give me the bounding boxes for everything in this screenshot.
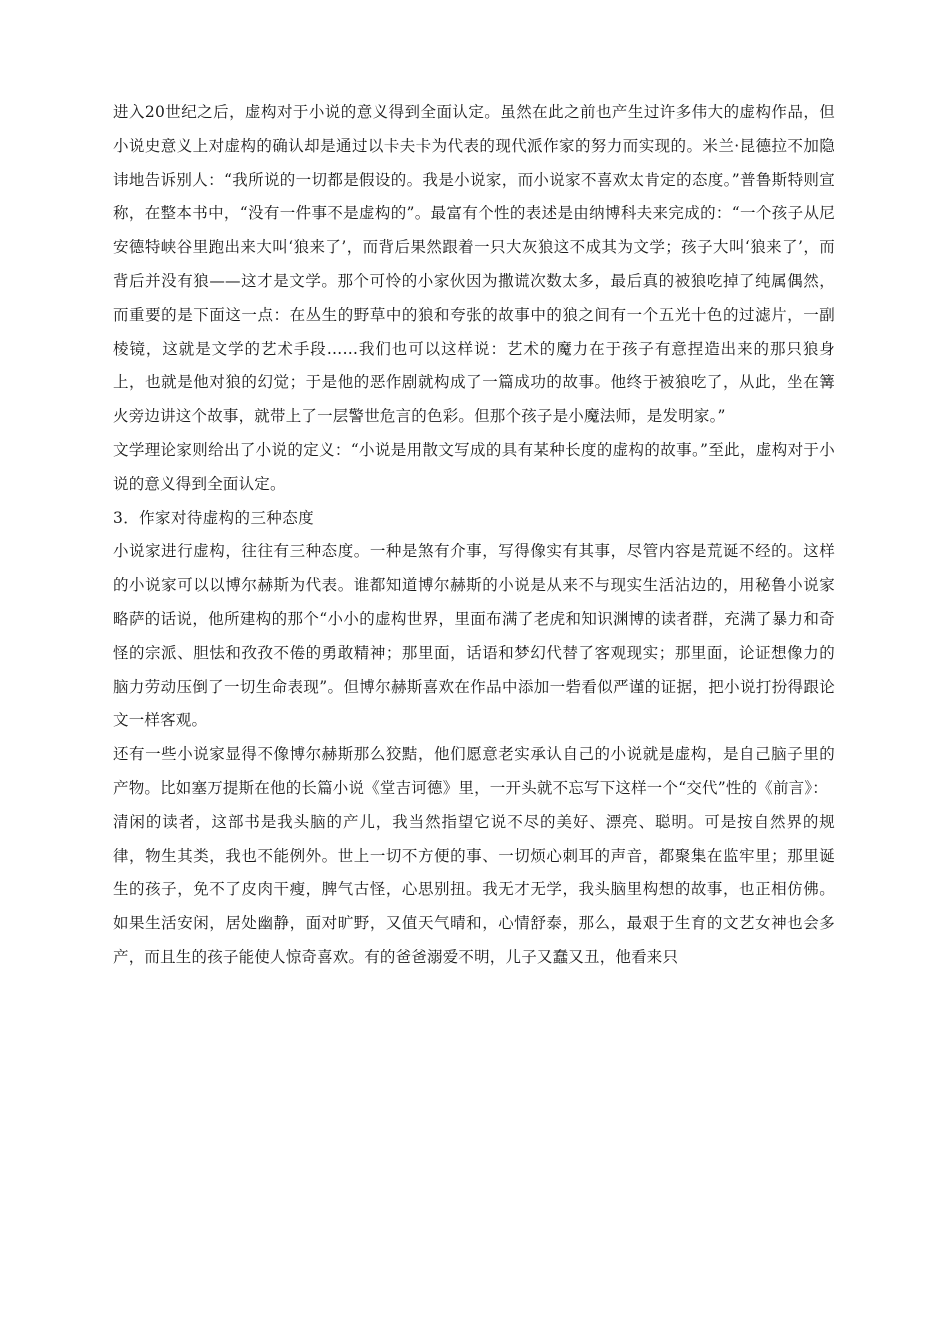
paragraph-novel-definition: 文学理论家则给出了小说的定义：“小说是用散文写成的具有某种长度的虚构的故事。”至此，虚构对于小说的意义得到全面认定。 xyxy=(113,440,835,493)
paragraph-cervantes: 还有一些小说家显得不像博尔赫斯那么狡黠，他们愿意老实承认自己的小说就是虚构，是自己脑子里的产物。比如塞万提斯在他的长篇小说《堂吉诃德》里，一开头就不忘写下这样一个“交代”性的《前言》： xyxy=(113,745,835,797)
section-heading: 3．作家对待虚构的三种态度 xyxy=(113,508,315,527)
paragraph-borges: 小说家进行虚构，往往有三种态度。一种是煞有介事，写得像实有其事，尽管内容是荒诞不经的。这样的小说家可以以博尔赫斯为代表。谁都知道博尔赫斯的小说是从来不与现实生活沾边的，用秘鲁小说家略萨的话说，他所建构的那个“小小的虚构世界，里面布满了老虎和知识渊博的读者群，充满了暴力和奇怪的宗派、胆怯和孜孜不倦的勇敢精神；那里面，话语和梦幻代替了客观现实；那里面，论证想像力的脑力劳动压倒了一切生命表现”。但博尔赫斯喜欢在作品中添加一砦看似严谨的证据，把小说打扮得跟论文一样客观。 xyxy=(113,542,835,730)
paragraph-fiction-recognition: 进入20世纪之后，虚构对于小说的意义得到全面认定。虽然在此之前也产生过许多伟大的虚构作品，但小说史意义上对虚构的确认却是通过以卡夫卡为代表的现代派作家的努力而实现的。米兰·昆德拉不加隐讳地告诉别人：“我所说的一切都是假设的。我是小说家，而小说家不喜欢太肯定的态度。”普鲁斯特则宣称，在整本书中，“没有一件事不是虚构的”。最富有个性的表述是由纳博科夫来完成的：“一个孩子从尼安德特峡谷里跑出来大叫‘狼来了’，而背后果然跟着一只大灰狼这不成其为文学；孩子大叫‘狼来了’，而背后并没有狼——这才是文学。那个可怜的小家伙因为撒谎次数太多，最后真的被狼吃掉了纯属偶然，而重要的是下面这一点：在丛生的野草中的狼和夸张的故事中的狼之间有一个五光十色的过滤片，一副棱镜，这就是文学的艺术手段……我们也可以这样说：艺术的魔力在于孩子有意捏造出来的那只狼身上，也就是他对狼的幻觉；于是他的恶作剧就构成了一篇成功的故事。他终于被狼吃了，从此，坐在篝火旁边讲这个故事，就带上了一层警世危言的色彩。但那个孩子是小魔法师，是发明家。” xyxy=(113,103,835,426)
paragraph-preface-quote: 清闲的读者，这部书是我头脑的产儿，我当然指望它说不尽的美好、漂亮、聪明。可是按自然界的规律，物生其类，我也不能例外。世上一切不方便的事、一切烦心刺耳的声音，都聚集在监牢里；那里诞生的孩子，免不了皮肉干瘦，脾气古怪，心思别扭。我无才无学，我头脑里构想的故事，也正相仿佛。如果生活安闲，居处幽静，面对旷野，又值天气晴和，心情舒泰，那么，最艰于生育的文艺女神也会多产，而且生的孩子能使人惊奇喜欢。有的爸爸溺爱不明，儿子又蠢又丑，他看来只 xyxy=(113,812,835,966)
document-body xyxy=(113,96,835,975)
